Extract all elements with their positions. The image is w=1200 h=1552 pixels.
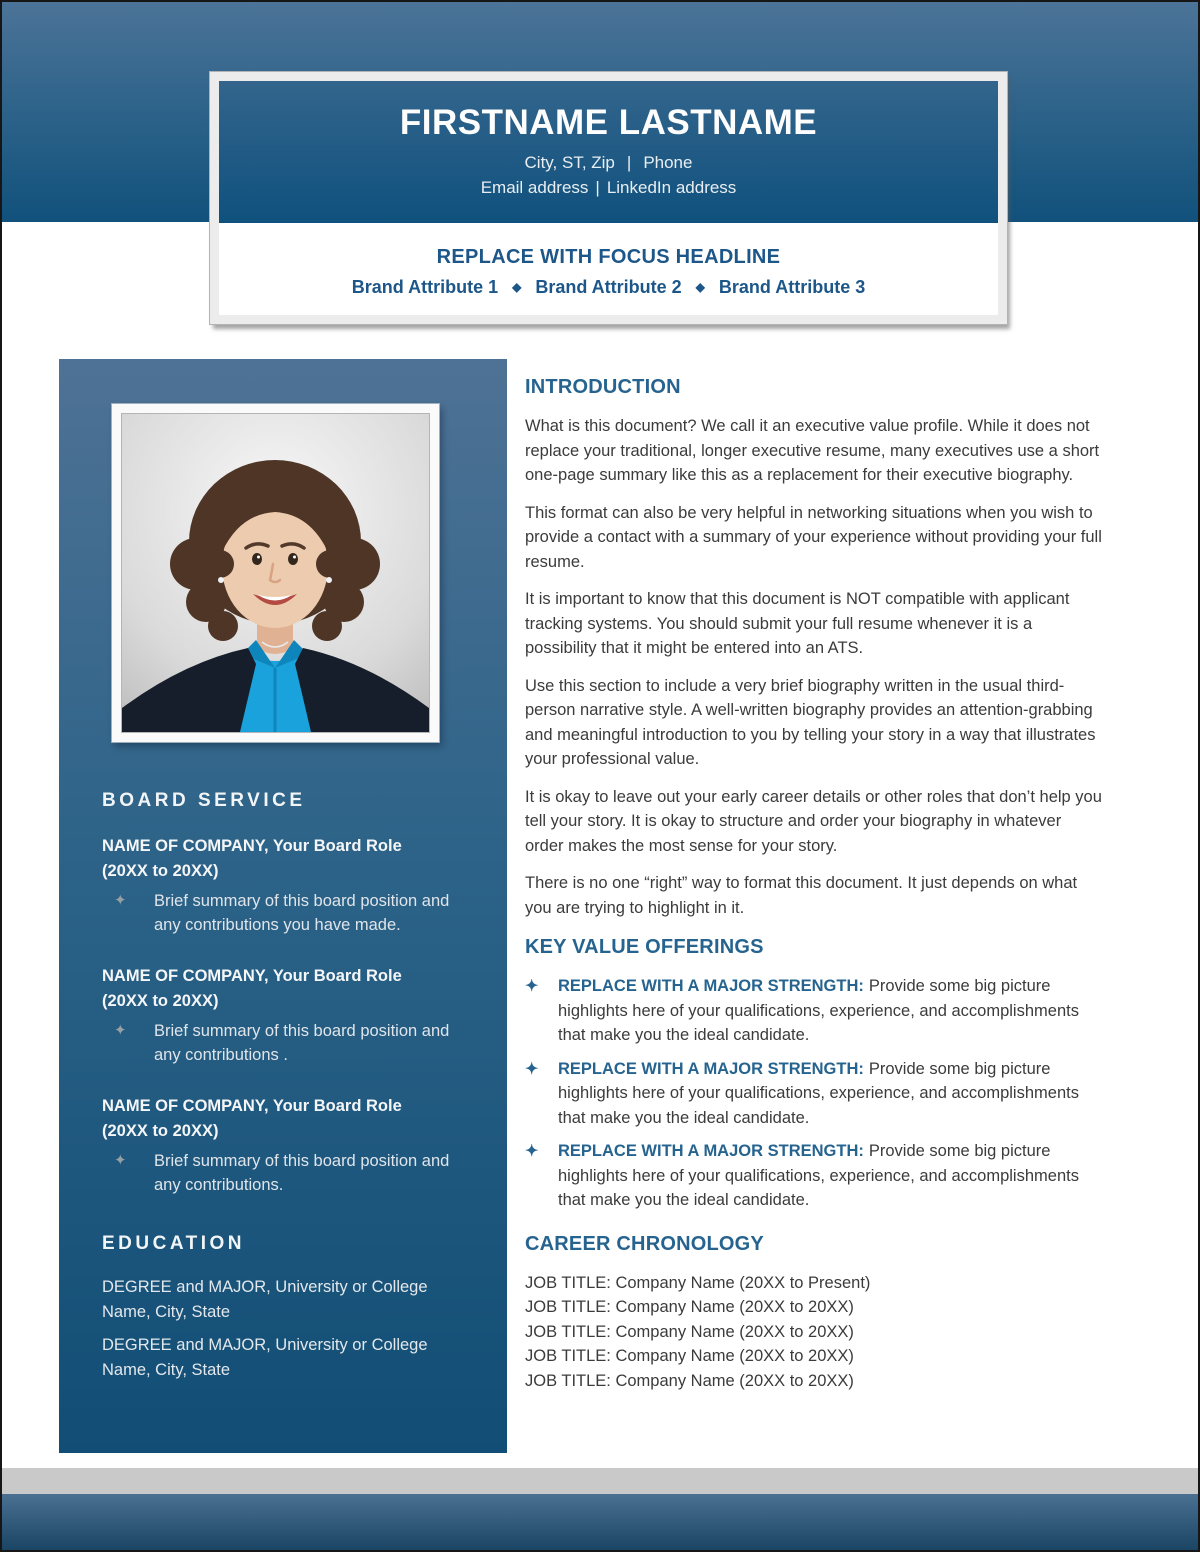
- board-entry-summary: Brief summary of this board position and any contributions.: [154, 1152, 450, 1194]
- diamond-icon: ◆: [695, 280, 705, 294]
- photo-frame: [112, 404, 439, 742]
- strength-text: Provide some big picture highlights here of your qualifications, experience, and accomplishments that make you the ideal candidate.: [558, 977, 1079, 1044]
- key-value-item: [525, 974, 1103, 1048]
- board-entry-dates: (20XX to 20XX): [102, 992, 219, 1010]
- star-bullet-icon: ✦: [525, 978, 539, 995]
- introduction-paragraph: It is important to know that this document is NOT compatible with applicant tracking systems. You should submit your full resume whenever it is a possibility that it might be entered into an ATS.: [525, 590, 1070, 657]
- strength-text: Provide some big picture highlights here of your qualifications, experience, and accomplishments that make you the ideal candidate.: [558, 1059, 1079, 1127]
- brand-attribute-2: Brand Attribute 2: [535, 277, 682, 297]
- board-service-heading: BOARD SERVICE: [102, 790, 306, 811]
- contact-line-1: [219, 150, 998, 175]
- job-line: JOB TITLE: Company Name (20XX to 20XX): [525, 1322, 854, 1341]
- introduction-paragraph: It is okay to leave out your early career details or other roles that don’t help you tell your story. It is okay to structure and order your biography in whatever order makes the most sense for your story.: [525, 787, 1102, 855]
- separator: |: [626, 153, 632, 172]
- star-bullet-icon: ✦: [114, 1022, 127, 1039]
- strength-label: REPLACE WITH A MAJOR STRENGTH:: [558, 977, 864, 995]
- brand-attribute-3: Brand Attribute 3: [718, 277, 866, 297]
- board-entry-summary: Brief summary of this board position and any contributions you have made.: [154, 892, 450, 934]
- star-bullet-icon: ✦: [114, 1152, 127, 1169]
- board-entry: [102, 964, 476, 1067]
- star-bullet-icon: ✦: [525, 1060, 539, 1078]
- board-entry-title: NAME OF COMPANY, Your Board Role: [102, 967, 402, 985]
- headshot-photo: [121, 413, 430, 733]
- page-title: FIRSTNAME LASTNAME: [399, 103, 818, 142]
- board-entry-summary: Brief summary of this board position and any contributions .: [154, 1022, 450, 1064]
- contact-linkedin: LinkedIn address: [606, 178, 737, 197]
- focus-headline: REPLACE WITH FOCUS HEADLINE: [436, 246, 781, 268]
- contact-city: City, ST, Zip: [524, 153, 615, 172]
- headshot-illustration: [122, 414, 429, 732]
- board-entry: [102, 834, 476, 937]
- strength-text: Provide some big picture highlights here of your qualifications, experience, and accomplishments that make you the ideal candidate.: [558, 1142, 1079, 1209]
- contact-email: Email address: [480, 178, 589, 197]
- board-entry-title: NAME OF COMPANY, Your Board Role: [102, 837, 402, 855]
- education-heading: EDUCATION: [102, 1233, 246, 1254]
- header-box: [210, 72, 1007, 324]
- key-value-item: [525, 1139, 1103, 1213]
- board-entry-title: NAME OF COMPANY, Your Board Role: [102, 1097, 402, 1115]
- contact-line-2: [219, 175, 998, 200]
- introduction-paragraph: Use this section to include a very brief biography written in the usual third-person narrative style. A well-written biography provides an attention-grabbing and meaningful introduction to you by telling your story in a way that illustrates your professional value.: [525, 676, 1096, 768]
- sidebar-content: [102, 790, 476, 1391]
- job-line: JOB TITLE: Company Name (20XX to 20XX): [525, 1347, 854, 1365]
- strength-label: REPLACE WITH A MAJOR STRENGTH:: [558, 1059, 864, 1078]
- key-value-item: [525, 1057, 1103, 1131]
- introduction-paragraph: There is no one “right” way to format this document. It just depends on what you are trying to highlight in it.: [525, 874, 1078, 917]
- brand-attributes-line: [219, 277, 998, 298]
- career-chronology-heading: CAREER CHRONOLOGY: [525, 1232, 764, 1255]
- separator: |: [595, 178, 600, 197]
- main-column: [525, 376, 1103, 1393]
- brand-attribute-1: Brand Attribute 1: [351, 277, 499, 297]
- job-line: JOB TITLE: Company Name (20XX to 20XX): [525, 1371, 854, 1390]
- education-entry: DEGREE and MAJOR, University or College Name, City, State: [102, 1336, 428, 1379]
- board-entry: [102, 1094, 476, 1197]
- job-line: JOB TITLE: Company Name (20XX to Present): [525, 1273, 871, 1292]
- introduction-paragraph: What is this document? We call it an executive value profile. While it does not replace your traditional, longer executive resume, many executives use a short one-page summary like this as a replacement for their executive biography.: [525, 417, 1100, 484]
- key-value-offerings-heading: KEY VALUE OFFERINGS: [525, 936, 764, 958]
- footer-gray-bar: [2, 1468, 1198, 1494]
- sidebar: [59, 359, 507, 1453]
- header-box-white-panel: [219, 246, 998, 298]
- star-bullet-icon: ✦: [114, 892, 127, 909]
- introduction-paragraph: This format can also be very helpful in networking situations when you wish to provide a contact with a summary of your experience without providing your full resume.: [525, 503, 1102, 571]
- diamond-icon: ◆: [512, 280, 522, 294]
- header-box-blue-panel: [219, 81, 998, 223]
- contact-phone: Phone: [643, 153, 693, 172]
- introduction-heading: INTRODUCTION: [525, 376, 681, 398]
- board-entry-dates: (20XX to 20XX): [102, 862, 219, 880]
- strength-label: REPLACE WITH A MAJOR STRENGTH:: [558, 1142, 864, 1160]
- education-entry: DEGREE and MAJOR, University or College Name, City, State: [102, 1278, 428, 1321]
- job-line: JOB TITLE: Company Name (20XX to 20XX): [525, 1298, 854, 1316]
- footer-blue-bar: [2, 1494, 1198, 1550]
- star-bullet-icon: ✦: [525, 1143, 539, 1160]
- board-entry-dates: (20XX to 20XX): [102, 1122, 219, 1140]
